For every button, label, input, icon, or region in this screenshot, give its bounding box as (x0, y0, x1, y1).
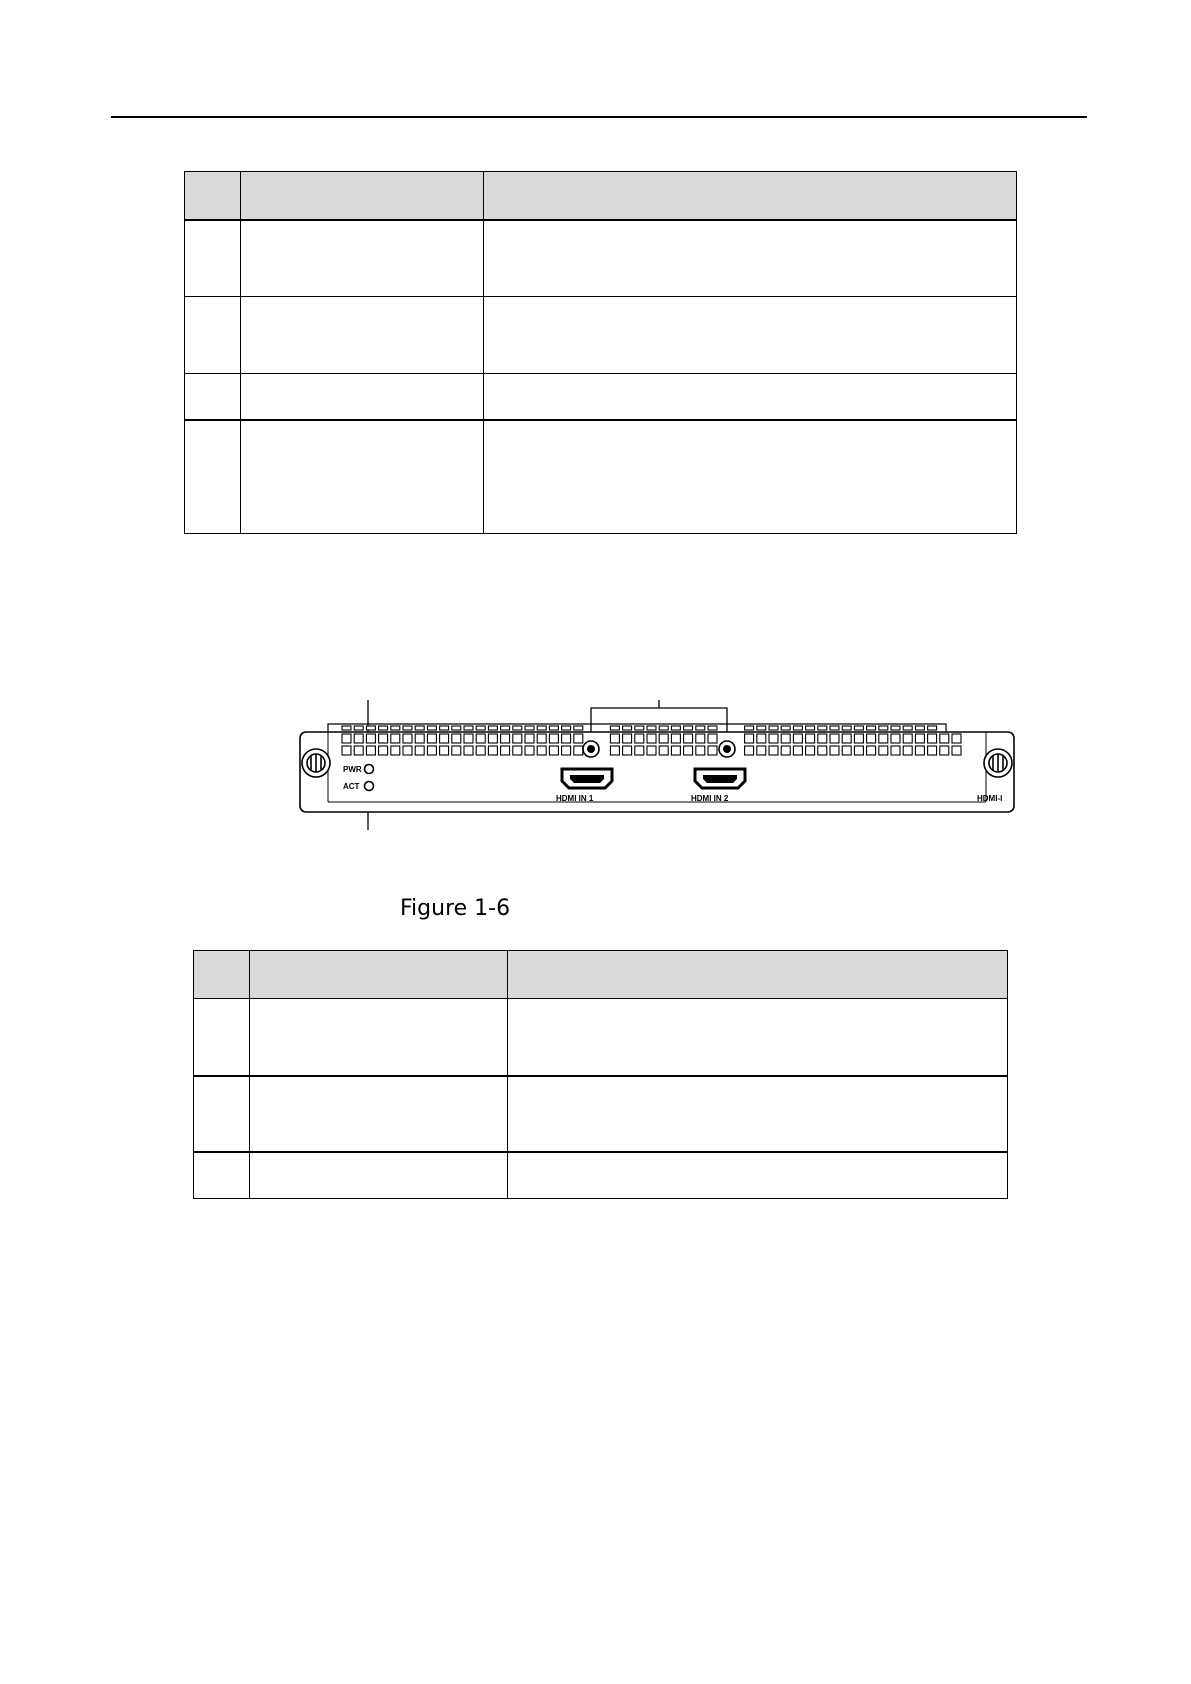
vent-slot (537, 734, 546, 743)
vent-slot (745, 746, 754, 755)
table-row (185, 297, 1017, 374)
jack-right-center (723, 745, 731, 753)
vent-slot (415, 726, 424, 730)
panel-body (300, 732, 1014, 812)
vent-slot (513, 734, 522, 743)
vent-slot (952, 734, 961, 743)
vent-slot (379, 746, 388, 755)
vent-slot (403, 746, 412, 755)
table-cell (185, 420, 241, 534)
table-cell (241, 297, 484, 374)
vent-slot (903, 726, 912, 730)
board-model-label: HDMI-I (977, 794, 1003, 803)
vent-slot (537, 746, 546, 755)
vent-slot (403, 726, 412, 730)
table-cell (508, 1152, 1008, 1199)
vent-slot (684, 746, 693, 755)
vent-slot (610, 726, 619, 730)
table-cell (241, 420, 484, 534)
table-cell (194, 1152, 250, 1199)
vent-slot (854, 746, 863, 755)
vent-slot (427, 734, 436, 743)
table-header-cell (185, 172, 241, 220)
table-cell (185, 220, 241, 297)
vent-slot (769, 726, 778, 730)
vent-slot (867, 746, 876, 755)
vent-slot (464, 734, 473, 743)
table-row (185, 374, 1017, 420)
table-row (194, 999, 1008, 1076)
vent-slot (440, 746, 449, 755)
vent-slot (696, 734, 705, 743)
table-cell (250, 1152, 508, 1199)
vent-slot (952, 746, 961, 755)
vent-slot (647, 746, 656, 755)
vent-slot (915, 734, 924, 743)
vent-slot (354, 746, 363, 755)
table-cell (185, 297, 241, 374)
vent-slot (818, 734, 827, 743)
spec-table-2 (193, 950, 1008, 1199)
vent-slot (842, 734, 851, 743)
vent-slot (488, 746, 497, 755)
vent-slot (562, 746, 571, 755)
vent-slot (781, 734, 790, 743)
vent-slot (391, 746, 400, 755)
vent-slot (574, 746, 583, 755)
vent-slot (391, 726, 400, 730)
table-cell (484, 374, 1017, 420)
vent-slot (818, 726, 827, 730)
vent-slot (879, 746, 888, 755)
vent-slot (366, 726, 375, 730)
thumbscrew-right-icon (984, 749, 1012, 777)
vent-slot (928, 734, 937, 743)
vent-slot (488, 726, 497, 730)
vent-slot (635, 726, 644, 730)
vent-slot (562, 734, 571, 743)
vent-slot (854, 726, 863, 730)
vent-slot (549, 726, 558, 730)
header-rule (111, 116, 1087, 118)
vent-slot (549, 734, 558, 743)
hdmi-port-1-icon (562, 769, 612, 788)
vent-slot (403, 734, 412, 743)
vent-slot (659, 734, 668, 743)
vent-slot (745, 726, 754, 730)
vent-slot (452, 746, 461, 755)
table-row (194, 1152, 1008, 1199)
vent-slot (342, 734, 351, 743)
board-front-panel-figure (294, 690, 1020, 830)
table-row (185, 220, 1017, 297)
vent-slot (757, 746, 766, 755)
table-header-row (194, 951, 1008, 999)
table-header-cell (241, 172, 484, 220)
vent-slot (342, 726, 351, 730)
vent-slot (671, 734, 680, 743)
vent-slot (452, 726, 461, 730)
thumbscrew-left-icon (302, 749, 330, 777)
vent-slot (781, 746, 790, 755)
hdmi-in-1-label: HDMI IN 1 (556, 794, 594, 803)
act-led-label: ACT (343, 782, 360, 791)
vent-slot (525, 726, 534, 730)
vent-slot (342, 746, 351, 755)
vent-slot (915, 746, 924, 755)
table-header-cell (508, 951, 1008, 999)
vent-slot (635, 734, 644, 743)
vent-slot (696, 726, 705, 730)
vent-slot (806, 734, 815, 743)
vent-slot (781, 726, 790, 730)
vent-slot (684, 734, 693, 743)
vent-slot (671, 746, 680, 755)
table-row (185, 420, 1017, 534)
table-cell (250, 999, 508, 1076)
table-cell (194, 1076, 250, 1152)
vent-slot (708, 726, 717, 730)
vent-slot (610, 746, 619, 755)
hdmi-port-2-icon (695, 769, 745, 788)
jack-left-center (587, 745, 595, 753)
table-cell (241, 374, 484, 420)
vent-slot (476, 726, 485, 730)
vent-slot (513, 746, 522, 755)
table-cell (185, 374, 241, 420)
vent-slot (464, 726, 473, 730)
vent-slot (354, 734, 363, 743)
vent-slot (562, 726, 571, 730)
vent-slot (928, 746, 937, 755)
vent-slot (415, 746, 424, 755)
vent-slot (769, 734, 778, 743)
vent-slot (842, 726, 851, 730)
vent-slot (659, 726, 668, 730)
vent-slot (391, 734, 400, 743)
vent-slot (940, 734, 949, 743)
vent-slot (488, 734, 497, 743)
table-header-row (185, 172, 1017, 220)
vent-slot (427, 746, 436, 755)
vent-slot (867, 734, 876, 743)
vent-slot (647, 734, 656, 743)
vent-slot (671, 726, 680, 730)
vent-slot (842, 746, 851, 755)
vent-slot (623, 726, 632, 730)
vent-slot (537, 726, 546, 730)
vent-slot (440, 726, 449, 730)
vent-slot (891, 726, 900, 730)
spec-table-1 (184, 171, 1017, 534)
vent-slot (623, 734, 632, 743)
vent-slot (623, 746, 632, 755)
vent-slot (928, 726, 937, 730)
vent-slot (647, 726, 656, 730)
vent-slot (379, 734, 388, 743)
vent-slot (879, 726, 888, 730)
vent-slot (903, 746, 912, 755)
vent-slot (427, 726, 436, 730)
table-header-cell (484, 172, 1017, 220)
vent-slot (854, 734, 863, 743)
hdmi-in-2-label: HDMI IN 2 (691, 794, 729, 803)
vent-slot (549, 746, 558, 755)
table-cell (194, 999, 250, 1076)
table-row (194, 1076, 1008, 1152)
vent-slot (830, 746, 839, 755)
table-cell (508, 999, 1008, 1076)
vent-slot (574, 726, 583, 730)
vent-slot (793, 726, 802, 730)
vent-slot (903, 734, 912, 743)
vent-slot (830, 734, 839, 743)
vent-slot (891, 746, 900, 755)
vent-slot (757, 734, 766, 743)
vent-slot (476, 734, 485, 743)
vent-slot (940, 746, 949, 755)
table-cell (484, 297, 1017, 374)
table-cell (484, 420, 1017, 534)
vent-slot (757, 726, 766, 730)
figure-caption: Figure 1-6 (400, 896, 511, 921)
vent-slot (806, 746, 815, 755)
vent-slot (525, 734, 534, 743)
led-pwr-icon (365, 765, 374, 774)
vent-slot (891, 734, 900, 743)
vent-slot (818, 746, 827, 755)
pwr-led-label: PWR (343, 765, 362, 774)
vent-slot (684, 726, 693, 730)
vent-slot (501, 734, 510, 743)
vent-slot (525, 746, 534, 755)
vent-slot (415, 734, 424, 743)
vent-slot (513, 726, 522, 730)
vent-slot (879, 734, 888, 743)
vent-slot (806, 726, 815, 730)
vent-slot (696, 746, 705, 755)
vent-slot (440, 734, 449, 743)
vent-slot (708, 734, 717, 743)
vent-slot (659, 746, 668, 755)
vent-slot (745, 734, 754, 743)
vent-slot (610, 734, 619, 743)
vent-slot (793, 746, 802, 755)
vent-slot (867, 726, 876, 730)
vent-slot (708, 746, 717, 755)
table-header-cell (194, 951, 250, 999)
table-cell (508, 1076, 1008, 1152)
vent-slot (574, 734, 583, 743)
vent-slot (354, 726, 363, 730)
vent-slot (476, 746, 485, 755)
table-cell (484, 220, 1017, 297)
vent-slot (635, 746, 644, 755)
vent-slot (379, 726, 388, 730)
vent-slot (830, 726, 839, 730)
vent-slot (464, 746, 473, 755)
vent-slot (366, 746, 375, 755)
vent-slot (793, 734, 802, 743)
vent-slot (915, 726, 924, 730)
table-cell (250, 1076, 508, 1152)
vent-slot (501, 746, 510, 755)
vent-slot (769, 746, 778, 755)
table-cell (241, 220, 484, 297)
vent-grille-icon (342, 726, 961, 755)
vent-slot (452, 734, 461, 743)
table-header-cell (250, 951, 508, 999)
vent-slot (366, 734, 375, 743)
led-act-icon (365, 782, 374, 791)
vent-slot (501, 726, 510, 730)
